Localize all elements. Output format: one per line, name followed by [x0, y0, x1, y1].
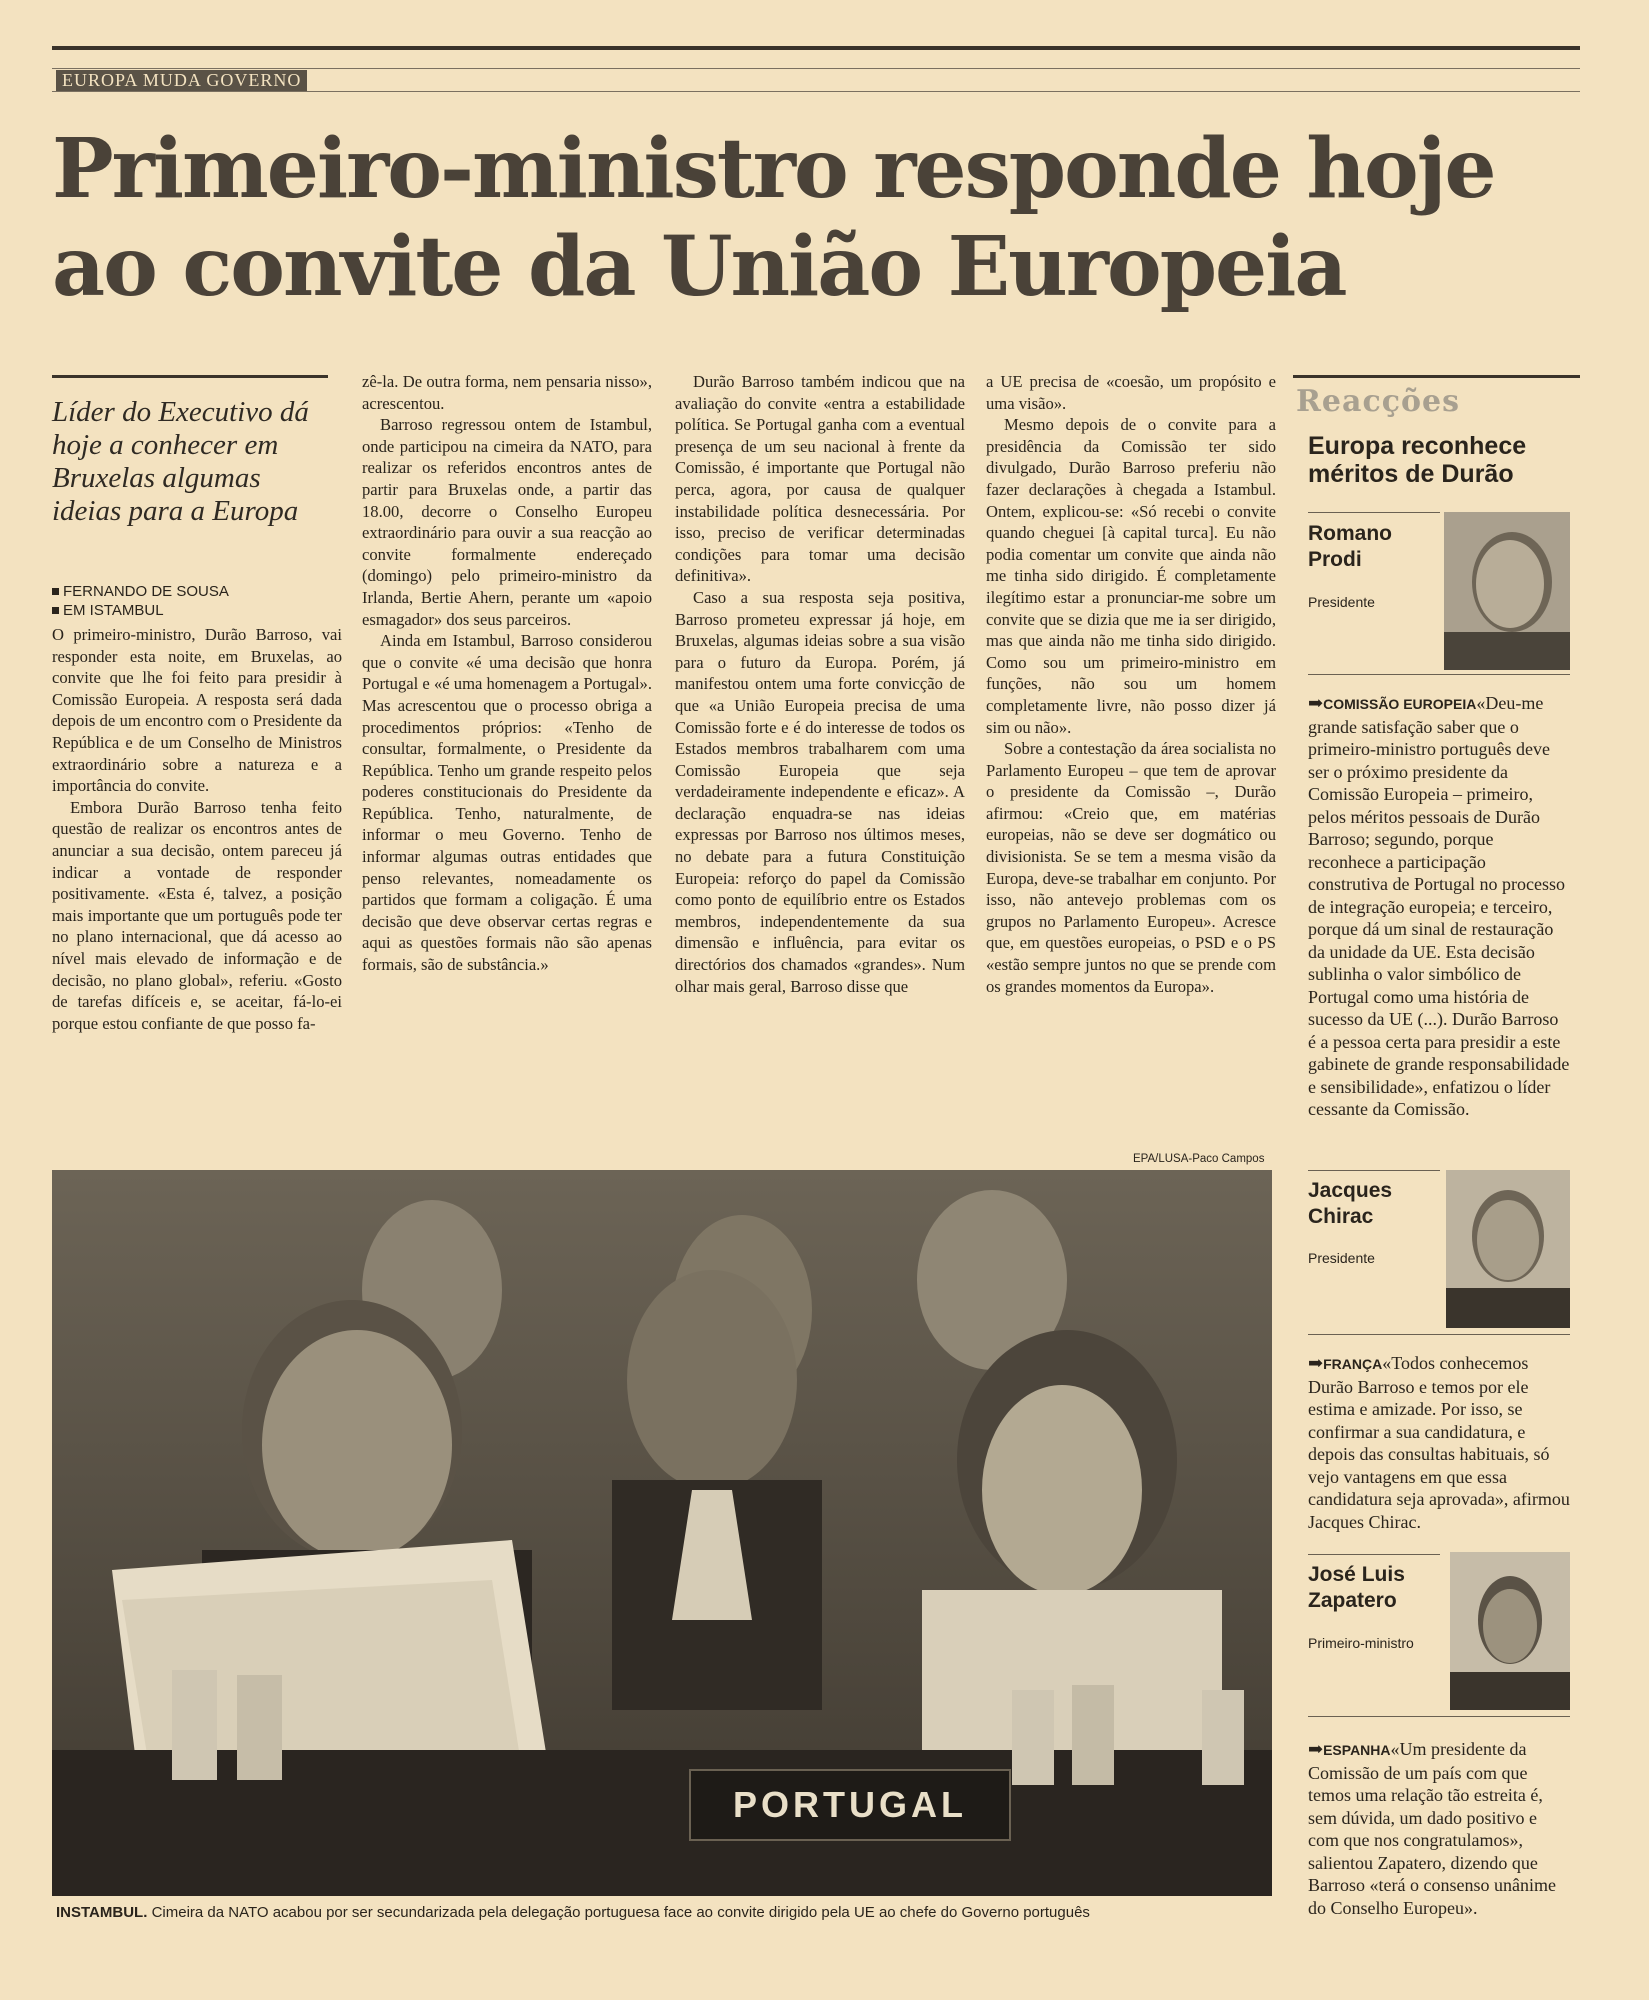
quote-text: «Todos conhecemos Durão Barroso e temos por ele estima e amizade. Por isso, se confirmar a sua candidatura, e depois das consultas habituais, só vejo vantagens em que essa candidatura seja aprovada», afirmou Jacques Chirac.: [1308, 1353, 1570, 1532]
article-paragraph: O primeiro-ministro, Durão Barroso, vai responder esta noite, em Bruxelas, ao convite que lhe foi feito para presidir à Comissão Europeia. A resposta será dada depois de um encontro com o Presidente da República e de um Conselho de Ministros extraordinário sobre a natureza e a importância do convite.: [52, 625, 342, 796]
article-paragraph: Sobre a contestação da área socialista no Parlamento Europeu – que tem de aprovar o presidente da Comissão –, Durão afirmou: «Creio que, em matérias europeias, não se deve ser dogmático ou divisionista. Se se tem a mesma visão da Europa, deve-se trabalhar em conjunto. Por isso, não antevejo problemas com os grupos no Parlamento Europeu». Acresce que, em questões europeias, o PSD e o PS «estão sempre juntos no que se prende com os grandes momentos da Europa».: [986, 739, 1276, 996]
byline-location: EM ISTAMBUL: [63, 602, 164, 619]
photo-caption: [56, 1904, 1276, 1921]
divider: [1308, 1554, 1440, 1555]
person-name: Romano Prodi: [1308, 522, 1392, 571]
article-paragraph: Durão Barroso também indicou que na avaliação do convite «entra a estabilidade política. Se Portugal ganha com a eventual presença de um seu nacional à frente da Comissão, é importante que Portugal não perca, agora, por causa de qualquer instabilidade política desnecessária. Por isso, preciso de verificar determinadas condições para tomar uma decisão definitiva».: [675, 372, 965, 586]
caption-text: Cimeira da NATO acabou por ser secundarizada pela delegação portuguesa face ao convite dirigido pela UE ao chefe do Governo português: [151, 1904, 1090, 1921]
arrow-right-icon: ➡: [1308, 1353, 1324, 1373]
article-column-3: [675, 371, 965, 997]
arrow-right-icon: ➡: [1308, 1739, 1324, 1759]
divider: [1308, 674, 1570, 675]
main-photo: [52, 1170, 1272, 1896]
section-label: [52, 68, 1580, 92]
article-paragraph: Ainda em Istambul, Barroso considerou que o convite «é uma decisão que honra Portugal e «é uma homenagem a Portugal». Mas acrescentou que o processo obriga a procedimentos próprios: «Tenho de consultar, formalmente, o Presidente da República. Tenho um grande respeito pelos poderes constitucionais do Presidente da República. Tenho, naturalmente, de informar o meu Governo. Tenho de informar algumas outras entidades que penso relevantes, nomeadamente os partidos que formam a coligação. É uma decisão que deve observar certas regras e aqui as questões formais não são apenas formais, são de substância.»: [362, 631, 652, 975]
divider: [1308, 1334, 1570, 1335]
person-name: José Luis Zapatero: [1308, 1563, 1405, 1612]
sidebar-kicker: Reacções: [1296, 384, 1460, 419]
arrow-right-icon: ➡: [1308, 693, 1324, 713]
bullet-square-icon: [52, 607, 59, 614]
headline: Primeiro-ministro responde hoje ao convite da União Europeia: [52, 121, 1495, 315]
section-label-text: EUROPA MUDA GOVERNO: [56, 70, 307, 91]
article-paragraph: Mesmo depois de o convite para a presidência da Comissão ter sido divulgado, Durão Barroso preferiu não fazer declarações à chegada a Istambul. Ontem, explicou-se: «Só recebi o convite quando cheguei [à capital turca]. Eu não podia comentar um convite que ainda não me tinha sido dirigido. É completamente ilegítimo estar a pronunciar-me sobre um convite que se dizia que me ia ser dirigido, mas que ainda não me tinha sido dirigido. Como sou um primeiro-ministro em funções, não sou um homem completamente livre, não posso dizer já sim ou não».: [986, 415, 1276, 737]
article-paragraph: Embora Durão Barroso tenha feito questão de realizar os encontros antes de anunciar a sua decisão, ontem pareceu já indicar a vontade de responder positivamente. «Esta é, talvez, a posição mais importante que um português pode ter no plano internacional, que dá acesso ao nível mais elevado de informação e de decisão, no plano global», referiu. «Gosto de tarefas difíceis e, se aceitar, fá-lo-ei porque estou confiante de que posso fa-: [52, 797, 342, 1033]
quote-block: [1308, 1352, 1570, 1533]
caption-place: INSTAMBUL.: [56, 1904, 148, 1921]
portrait-zapatero: [1450, 1552, 1570, 1710]
person-role: Primeiro-ministro: [1308, 1635, 1414, 1651]
person-role: Presidente: [1308, 1250, 1375, 1266]
quote-tag: COMISSÃO EUROPEIA: [1323, 696, 1477, 712]
divider: [1308, 512, 1440, 513]
lede-rule: [52, 375, 328, 378]
quote-tag: FRANÇA: [1323, 1356, 1383, 1372]
quote-block: [1308, 1738, 1570, 1919]
article-column-2: [362, 371, 652, 976]
portrait-chirac: [1446, 1170, 1570, 1328]
portrait-prodi: [1444, 512, 1570, 670]
byline: [52, 582, 328, 620]
quote-text: «Um presidente da Comissão de um país com que temos uma relação tão estreita é, sem dúvida, um dado positivo e com que nos congratulamos», salientou Zapatero, dizendo que Barroso «terá o consenso unânime do Conselho Europeu».: [1308, 1739, 1556, 1918]
article-paragraph: zê-la. De outra forma, nem pensaria nisso», acrescentou.: [362, 372, 652, 413]
article-paragraph: Barroso regressou ontem de Istambul, onde participou na cimeira da NATO, para realizar os referidos encontros antes de partir para Bruxelas onde, a partir das 18.00, decorre o Conselho Europeu extraordinário para ouvir a sua reacção ao convite formalmente endereçado (domingo) pelo primeiro-ministro da Irlanda, Bertie Ahern, perante um «apoio esmagador» dos seus parceiros.: [362, 415, 652, 629]
divider: [1308, 1716, 1570, 1717]
person-role: Presidente: [1308, 594, 1375, 610]
sidebar-headline: Europa reconhece méritos de Durão: [1308, 432, 1527, 488]
divider: [1308, 1170, 1440, 1171]
article-column-4: [986, 371, 1276, 997]
article-paragraph: Caso a sua resposta seja positiva, Barroso prometeu expressar já hoje, em Bruxelas, algumas ideias sobre a sua visão para o futuro da Europa. Porém, já manifestou ontem uma forte convicção de que «a União Europeia precisa de uma Comissão forte e é do interesse de todos os Estados membros trabalharem com uma Comissão Europeia que seja verdadeiramente independente e eficaz». A declaração enquadra-se nas ideias expressas por Barroso nos últimos meses, no debate para a futura Constituição Europeia: reforço do papel da Comissão como ponto de equilíbrio entre os Estados membros, independentemente da sua dimensão e influência, para evitar os directórios dos chamados «grandes». Num olhar mais geral, Barroso disse que: [675, 587, 965, 996]
person-name: Jacques Chirac: [1308, 1179, 1393, 1228]
quote-text: «Deu-me grande satisfação saber que o primeiro-ministro português deve ser o próximo presidente da Comissão Europeia – primeiro, pelos méritos pessoais de Durão Barroso; segundo, porque reconhece a participação construtiva de Portugal no processo de integração europeia; e terceiro, porque dá um sinal de restauração da unidade da UE. Esta decisão sublinha o valor simbólico de Portugal como uma história de sucesso da UE (...). Durão Barroso é a pessoa certa para presidir a este gabinete de grande responsabilidade e sensibilidade», enfatizou o líder cessante da Comissão.: [1308, 693, 1570, 1119]
top-rule: [52, 46, 1580, 50]
photo-credit: EPA/LUSA-Paco Campos: [1133, 1153, 1265, 1165]
bullet-square-icon: [52, 588, 59, 595]
article-paragraph: a UE precisa de «coesão, um propósito e uma visão».: [986, 372, 1276, 413]
quote-tag: ESPANHA: [1323, 1742, 1391, 1758]
sidebar-rule: [1293, 375, 1580, 378]
byline-author: FERNANDO DE SOUSA: [63, 583, 229, 600]
article-column-1: [52, 624, 342, 1034]
deck: Líder do Executivo dá hoje a conhecer em Bruxelas algumas ideias para a Europa: [52, 396, 309, 527]
quote-block: [1308, 692, 1570, 1121]
nameplate-text: PORTUGAL: [733, 1784, 967, 1825]
